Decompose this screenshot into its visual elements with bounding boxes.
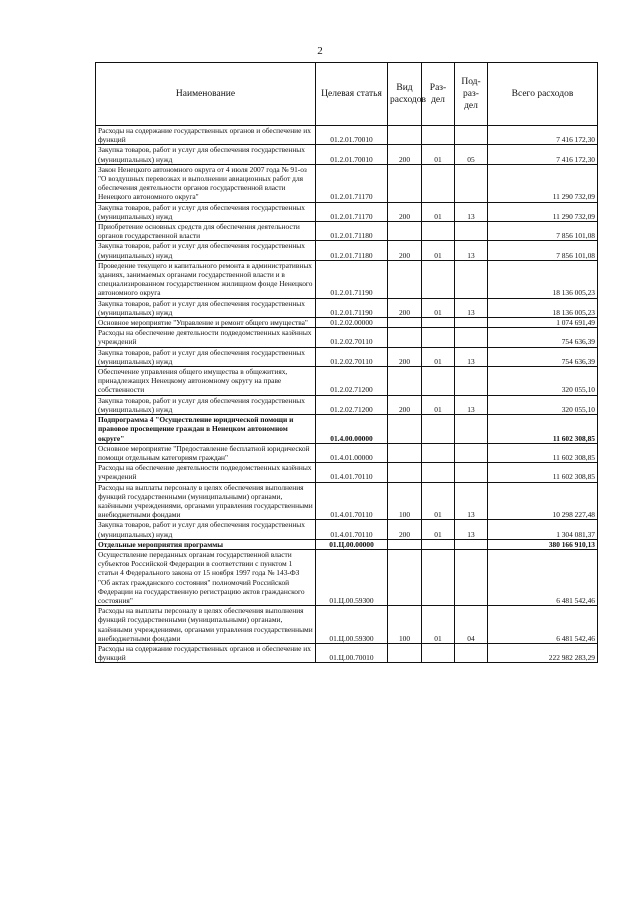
row-target-article-cell: 01.2.02.70110 xyxy=(316,347,388,366)
row-target-article-cell: 01.4.00.00000 xyxy=(316,415,388,444)
row-total-cell: 7 416 172,30 xyxy=(488,126,598,145)
row-subsection-cell: 13 xyxy=(455,347,488,366)
row-section-cell xyxy=(422,443,455,462)
row-total-cell: 11 290 732,09 xyxy=(488,202,598,221)
row-target-article-cell: 01.4.01.70110 xyxy=(316,463,388,482)
row-total-cell: 11 602 308,85 xyxy=(488,463,598,482)
row-total-cell: 754 636,39 xyxy=(488,347,598,366)
header-subsection: Под-раз-дел xyxy=(455,63,488,126)
row-target-article-cell: 01.4.01.70110 xyxy=(316,482,388,520)
row-total-cell: 320 055,10 xyxy=(488,367,598,396)
table-row xyxy=(96,443,598,462)
row-total-cell: 1 074 691,49 xyxy=(488,318,598,328)
row-name-cell: Закупка товаров, работ и услуг для обеспечения государственных (муниципальных) нужд xyxy=(96,347,316,366)
row-section-cell: 01 xyxy=(422,145,455,164)
row-subsection-cell xyxy=(455,549,488,605)
row-section-cell xyxy=(422,318,455,328)
row-target-article-cell: 01.2.01.70010 xyxy=(316,145,388,164)
table-row xyxy=(96,643,598,662)
row-subsection-cell: 05 xyxy=(455,145,488,164)
row-expense-type-cell xyxy=(388,222,422,241)
row-section-cell: 01 xyxy=(422,395,455,414)
row-subsection-cell xyxy=(455,126,488,145)
row-total-cell: 7 856 101,08 xyxy=(488,222,598,241)
row-total-cell: 11 602 308,85 xyxy=(488,415,598,444)
row-name-cell: Расходы на выплаты персоналу в целях обеспечения выполнения функций государственными (муниципальными) органами, казёнными учреждениями, органами управления государственными внебюджетными фондами xyxy=(96,482,316,520)
row-target-article-cell: 01.2.01.70010 xyxy=(316,126,388,145)
row-expense-type-cell xyxy=(388,415,422,444)
row-name-cell: Приобретение основных средств для обеспечения деятельности органов государственной власти xyxy=(96,222,316,241)
row-subsection-cell: 04 xyxy=(455,606,488,644)
row-subsection-cell: 13 xyxy=(455,298,488,317)
row-target-article-cell: 01.Ц.00.00000 xyxy=(316,539,388,549)
table-row xyxy=(96,463,598,482)
table-row xyxy=(96,415,598,444)
row-target-article-cell: 01.2.02.00000 xyxy=(316,318,388,328)
row-name-cell: Расходы на обеспечение деятельности подведомственных казённых учреждений xyxy=(96,463,316,482)
row-total-cell: 380 166 910,13 xyxy=(488,539,598,549)
row-subsection-cell xyxy=(455,318,488,328)
header-target-article: Целевая статья xyxy=(316,63,388,126)
table-row xyxy=(96,164,598,202)
row-section-cell xyxy=(422,539,455,549)
table-row xyxy=(96,539,598,549)
row-subsection-cell xyxy=(455,367,488,396)
row-name-cell: Расходы на содержание государственных органов и обеспечение их функций xyxy=(96,126,316,145)
row-expense-type-cell xyxy=(388,443,422,462)
row-subsection-cell: 13 xyxy=(455,482,488,520)
row-total-cell: 1 304 081,37 xyxy=(488,520,598,539)
row-total-cell: 7 856 101,08 xyxy=(488,241,598,260)
row-subsection-cell: 13 xyxy=(455,202,488,221)
row-section-cell: 01 xyxy=(422,298,455,317)
row-section-cell: 01 xyxy=(422,241,455,260)
budget-table xyxy=(95,62,598,663)
row-target-article-cell: 01.2.02.71200 xyxy=(316,395,388,414)
table-row xyxy=(96,606,598,644)
row-expense-type-cell: 200 xyxy=(388,145,422,164)
row-subsection-cell xyxy=(455,463,488,482)
row-target-article-cell: 01.2.01.71170 xyxy=(316,164,388,202)
row-expense-type-cell xyxy=(388,126,422,145)
row-subsection-cell xyxy=(455,164,488,202)
row-total-cell: 7 416 172,30 xyxy=(488,145,598,164)
row-name-cell: Расходы на содержание государственных органов и обеспечение их функций xyxy=(96,643,316,662)
table-row xyxy=(96,520,598,539)
row-total-cell: 6 481 542,46 xyxy=(488,606,598,644)
table-body xyxy=(96,126,598,663)
header-name: Наименование xyxy=(96,63,316,126)
row-name-cell: Закон Ненецкого автономного округа от 4 июля 2007 года № 91-оз "О воздушных перевозках и выполнении авиационных работ для обеспечения деятельности органов государственной власти Ненецкого автономного округа" xyxy=(96,164,316,202)
table-row xyxy=(96,347,598,366)
row-target-article-cell: 01.2.02.71200 xyxy=(316,367,388,396)
row-name-cell: Закупка товаров, работ и услуг для обеспечения государственных (муниципальных) нужд xyxy=(96,298,316,317)
table-row xyxy=(96,260,598,298)
row-name-cell: Закупка товаров, работ и услуг для обеспечения государственных (муниципальных) нужд xyxy=(96,241,316,260)
table-row xyxy=(96,395,598,414)
table-row xyxy=(96,367,598,396)
row-target-article-cell: 01.Ц.00.59300 xyxy=(316,549,388,605)
row-subsection-cell: 13 xyxy=(455,395,488,414)
table-row xyxy=(96,298,598,317)
header-total-expenses: Всего расходов xyxy=(488,63,598,126)
table-row xyxy=(96,126,598,145)
row-target-article-cell: 01.2.01.71180 xyxy=(316,241,388,260)
row-target-article-cell: 01.2.01.71180 xyxy=(316,222,388,241)
table-row xyxy=(96,318,598,328)
row-expense-type-cell xyxy=(388,549,422,605)
row-name-cell: Обеспечение управления общего имущества в общежитиях, принадлежащих Ненецкому автономному округу на праве собственности xyxy=(96,367,316,396)
row-total-cell: 10 298 227,48 xyxy=(488,482,598,520)
row-expense-type-cell: 200 xyxy=(388,298,422,317)
row-expense-type-cell xyxy=(388,260,422,298)
table-row xyxy=(96,482,598,520)
row-name-cell: Расходы на обеспечение деятельности подведомственных казённых учреждений xyxy=(96,328,316,347)
row-subsection-cell: 13 xyxy=(455,520,488,539)
row-target-article-cell: 01.Ц.00.70010 xyxy=(316,643,388,662)
page-number: 2 xyxy=(317,45,323,57)
row-section-cell xyxy=(422,643,455,662)
row-expense-type-cell xyxy=(388,164,422,202)
row-name-cell: Закупка товаров, работ и услуг для обеспечения государственных (муниципальных) нужд xyxy=(96,520,316,539)
row-subsection-cell xyxy=(455,443,488,462)
row-total-cell: 754 636,39 xyxy=(488,328,598,347)
row-expense-type-cell xyxy=(388,463,422,482)
table-header-row xyxy=(96,63,598,126)
row-section-cell xyxy=(422,328,455,347)
row-subsection-cell xyxy=(455,643,488,662)
row-expense-type-cell: 200 xyxy=(388,202,422,221)
row-expense-type-cell: 100 xyxy=(388,482,422,520)
row-target-article-cell: 01.4.01.70110 xyxy=(316,520,388,539)
row-section-cell xyxy=(422,549,455,605)
row-target-article-cell: 01.2.01.71190 xyxy=(316,298,388,317)
header-section: Раз-дел xyxy=(422,63,455,126)
row-subsection-cell xyxy=(455,260,488,298)
row-section-cell: 01 xyxy=(422,482,455,520)
row-name-cell: Отдельные мероприятия программы xyxy=(96,539,316,549)
row-expense-type-cell: 200 xyxy=(388,347,422,366)
row-total-cell: 6 481 542,46 xyxy=(488,549,598,605)
row-section-cell: 01 xyxy=(422,347,455,366)
row-target-article-cell: 01.2.01.71170 xyxy=(316,202,388,221)
row-expense-type-cell xyxy=(388,643,422,662)
row-total-cell: 18 136 005,23 xyxy=(488,298,598,317)
row-total-cell: 222 982 283,29 xyxy=(488,643,598,662)
row-target-article-cell: 01.4.01.00000 xyxy=(316,443,388,462)
row-section-cell xyxy=(422,222,455,241)
row-name-cell: Проведение текущего и капитального ремонта в административных зданиях, занимаемых органами государственной власти и в специализированном государственном жилищном фонде Ненецкого автономного округа xyxy=(96,260,316,298)
row-total-cell: 18 136 005,23 xyxy=(488,260,598,298)
row-section-cell: 01 xyxy=(422,606,455,644)
row-expense-type-cell: 100 xyxy=(388,606,422,644)
row-section-cell xyxy=(422,415,455,444)
row-section-cell: 01 xyxy=(422,202,455,221)
row-name-cell: Основное мероприятие "Предоставление бесплатной юридической помощи отдельным категориям граждан" xyxy=(96,443,316,462)
table-row xyxy=(96,328,598,347)
row-expense-type-cell xyxy=(388,318,422,328)
row-expense-type-cell xyxy=(388,328,422,347)
row-expense-type-cell xyxy=(388,367,422,396)
table-row xyxy=(96,549,598,605)
table-row xyxy=(96,145,598,164)
table-row xyxy=(96,241,598,260)
row-section-cell xyxy=(422,164,455,202)
row-subsection-cell xyxy=(455,539,488,549)
header-expense-type: Вид расходов xyxy=(388,63,422,126)
row-name-cell: Закупка товаров, работ и услуг для обеспечения государственных (муниципальных) нужд xyxy=(96,202,316,221)
row-section-cell xyxy=(422,260,455,298)
row-total-cell: 320 055,10 xyxy=(488,395,598,414)
row-target-article-cell: 01.2.02.70110 xyxy=(316,328,388,347)
row-expense-type-cell xyxy=(388,539,422,549)
row-name-cell: Подпрограмма 4 "Осуществление юридической помощи и правовое просвещение граждан в Ненецком автономном округе" xyxy=(96,415,316,444)
row-expense-type-cell: 200 xyxy=(388,520,422,539)
row-total-cell: 11 602 308,85 xyxy=(488,443,598,462)
row-subsection-cell: 13 xyxy=(455,241,488,260)
table-row xyxy=(96,222,598,241)
row-expense-type-cell: 200 xyxy=(388,395,422,414)
row-section-cell: 01 xyxy=(422,520,455,539)
row-name-cell: Закупка товаров, работ и услуг для обеспечения государственных (муниципальных) нужд xyxy=(96,145,316,164)
row-target-article-cell: 01.Ц.00.59300 xyxy=(316,606,388,644)
row-name-cell: Закупка товаров, работ и услуг для обеспечения государственных (муниципальных) нужд xyxy=(96,395,316,414)
row-subsection-cell xyxy=(455,328,488,347)
row-expense-type-cell: 200 xyxy=(388,241,422,260)
row-name-cell: Основное мероприятие "Управление и ремонт общего имущества" xyxy=(96,318,316,328)
row-name-cell: Расходы на выплаты персоналу в целях обеспечения выполнения функций государственными (муниципальными) органами, казёнными учреждениями, органами управления государственными внебюджетными фондами xyxy=(96,606,316,644)
row-subsection-cell xyxy=(455,415,488,444)
row-section-cell xyxy=(422,367,455,396)
table-row xyxy=(96,202,598,221)
row-subsection-cell xyxy=(455,222,488,241)
row-total-cell: 11 290 732,09 xyxy=(488,164,598,202)
row-section-cell xyxy=(422,463,455,482)
row-name-cell: Осуществление переданных органам государственной власти субъектов Российской Федерации в соответствии с пунктом 1 статьи 4 Федерального закона от 15 ноября 1997 года № 143-ФЗ "Об актах гражданского состояния" полномочий Российской Федерации на государственную регистрацию актов гражданского состояния" xyxy=(96,549,316,605)
row-target-article-cell: 01.2.01.71190 xyxy=(316,260,388,298)
row-section-cell xyxy=(422,126,455,145)
